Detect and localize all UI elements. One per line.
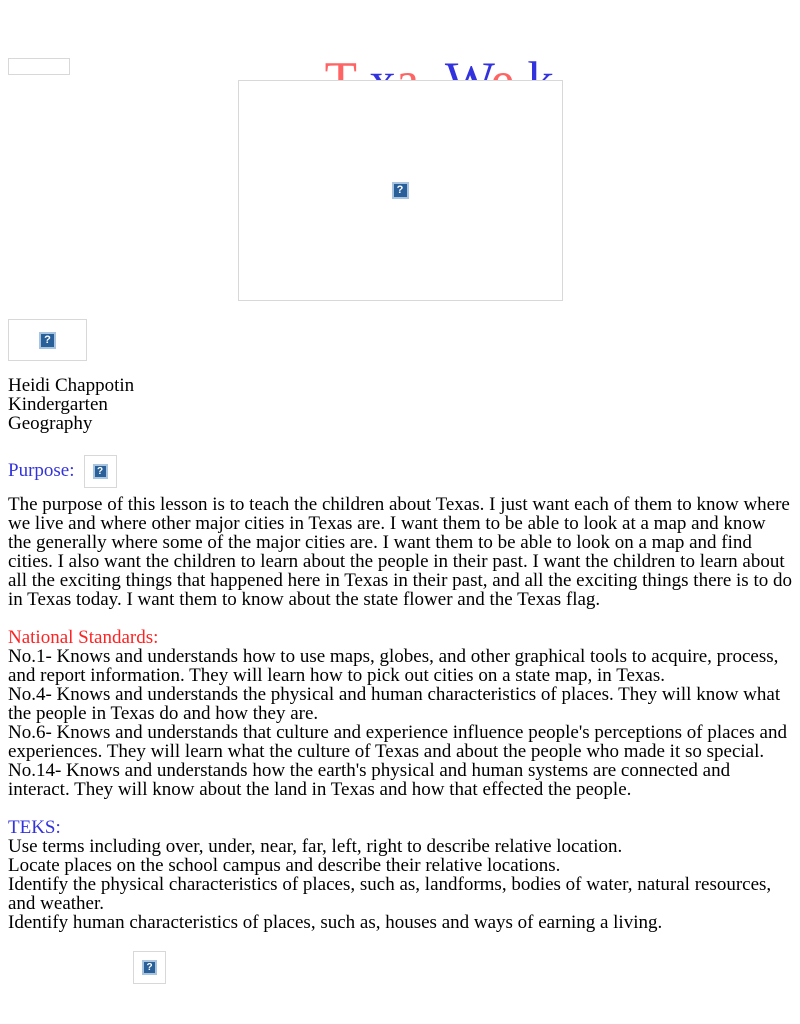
broken-image-placeholder-small-top[interactable] [8, 58, 70, 75]
teks-item: Use terms including over, under, near, far, left, right to describe relative location. [8, 836, 623, 857]
national-standards-heading: National Standards: [8, 627, 159, 648]
broken-image-icon: ? [142, 960, 157, 975]
national-standard-item: No.14- Knows and understands how the earth's physical and human systems are connected and interact. They will know about the land in Texas and how that effected the people. [8, 760, 731, 800]
purpose-heading-row [8, 454, 792, 487]
broken-image-placeholder-left[interactable] [8, 319, 87, 361]
author-grade: Kindergarten [8, 394, 108, 415]
spacer [8, 932, 792, 951]
author-subject: Geography [8, 413, 93, 434]
spacer [8, 799, 792, 818]
national-standard-item: No.6- Knows and understands that culture and experience influence people's perceptions of places and experiences. They will learn what the culture of Texas and about the people who made it so special. [8, 722, 787, 762]
broken-image-placeholder-purpose[interactable] [84, 455, 117, 488]
teks-item: Identify human characteristics of places, such as, houses and ways of earning a living. [8, 912, 663, 933]
broken-image-icon: ? [93, 464, 108, 479]
spacer [8, 609, 792, 628]
page-title [8, 0, 792, 56]
teks-item: Identify the physical characteristics of places, such as, landforms, bodies of water, natural resources, and weather. [8, 874, 772, 914]
national-standard-item: No.1- Knows and understands how to use maps, globes, and other graphical tools to acquire, process, and report information. They will learn how to pick out cities on a state map, in Texas. [8, 646, 779, 686]
national-standard-item: No.4- Knows and understands the physical and human characteristics of places. They will know what the people in Texas do and how they are. [8, 684, 781, 724]
broken-image-icon: ? [39, 332, 56, 349]
teks-item: Locate places on the school campus and describe their relative locations. [8, 855, 561, 876]
author-byline [8, 376, 792, 433]
broken-image-icon: ? [392, 182, 409, 199]
teks-heading: TEKS: [8, 817, 61, 838]
author-name: Heidi Chappotin [8, 375, 135, 396]
broken-image-placeholder-hero[interactable] [238, 80, 563, 301]
purpose-heading: Purpose: [8, 460, 75, 481]
purpose-paragraph: The purpose of this lesson is to teach the children about Texas. I just want each of them to know where we live and where other major cities in Texas are. I want them to be able to look at a map and know the generally where some of the major cities are. I want them to be able to look on a map and find cities. I also want the children to learn about the people in their past. I want the children to learn about all the exciting things that happened here in Texas in their past, and all the exciting things there is to do in Texas today. I want them to know about the state flower and the Texas flag. [8, 494, 792, 610]
broken-image-placeholder-bottom[interactable] [133, 951, 166, 984]
